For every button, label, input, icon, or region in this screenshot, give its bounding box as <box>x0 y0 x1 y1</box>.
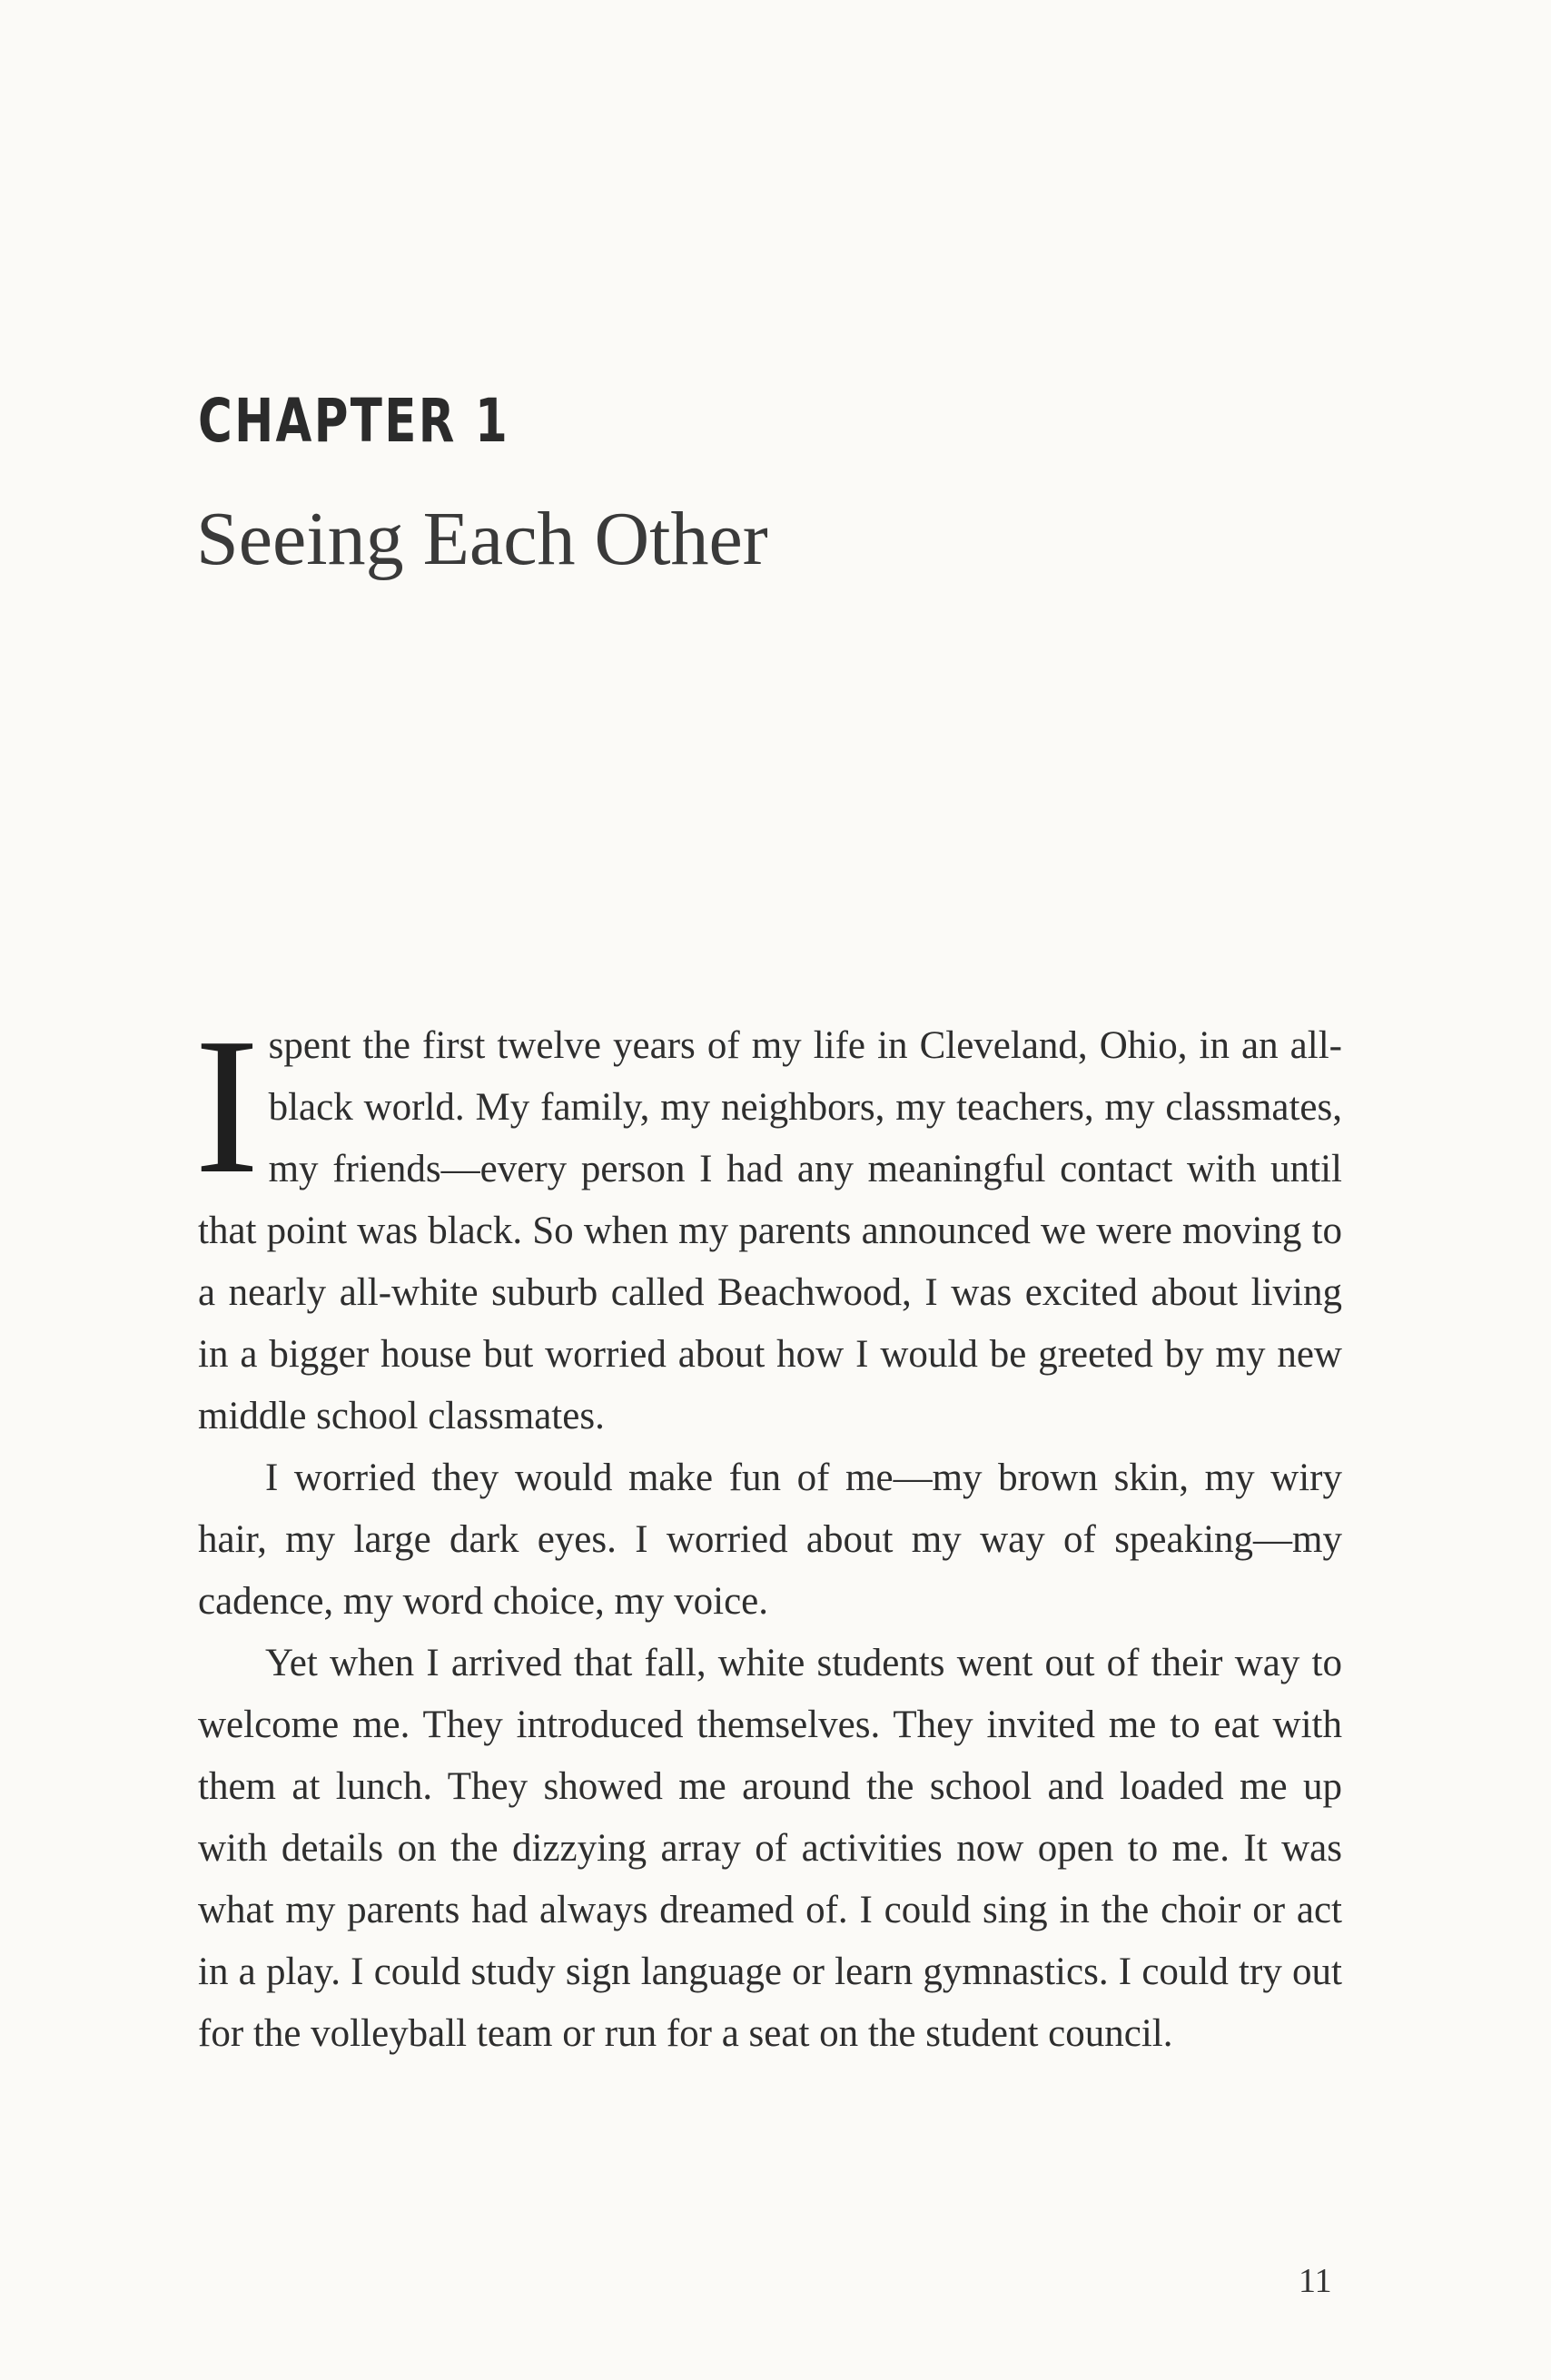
page-number: 11 <box>1299 2262 1332 2300</box>
paragraph-1 <box>194 997 1342 1447</box>
paragraph-2: I worried they would make fun of me—my brown skin, my wiry hair, my large dark eyes. I worried about my way of speaking—my cadence, my word choice, my voice. <box>198 1457 1342 1623</box>
paragraph-3: Yet when I arrived that fall, white students went out of their way to welcome me. They introduced themselves. They invited me to eat with them at lunch. They showed me around the school and loaded me up with details on the dizzying array of activities now open to me. It was what my parents had always dreamed of. I could sing in the choir or act in a play. I could study sign language or learn gymnastics. I could try out for the volleyball team or run for a seat on the student council. <box>198 1642 1342 2055</box>
drop-cap: I <box>194 997 260 1214</box>
body-text <box>194 997 1342 2065</box>
chapter-label: CHAPTER 1 <box>198 386 510 456</box>
chapter-title: Seeing Each Other <box>196 497 768 581</box>
paragraph-1-text: spent the first twelve years of my life in Cleveland, Ohio, in an all-black world. My family, my neighbors, my teachers, my classmates, my friends—every person I had any meaningful contact with until that point was black. So when my parents announced we were moving to a nearly all-white suburb called Beachwood, I was excited about living in a bigger house but worried about how I would be greeted by my new middle school classmates. <box>198 1024 1342 1437</box>
